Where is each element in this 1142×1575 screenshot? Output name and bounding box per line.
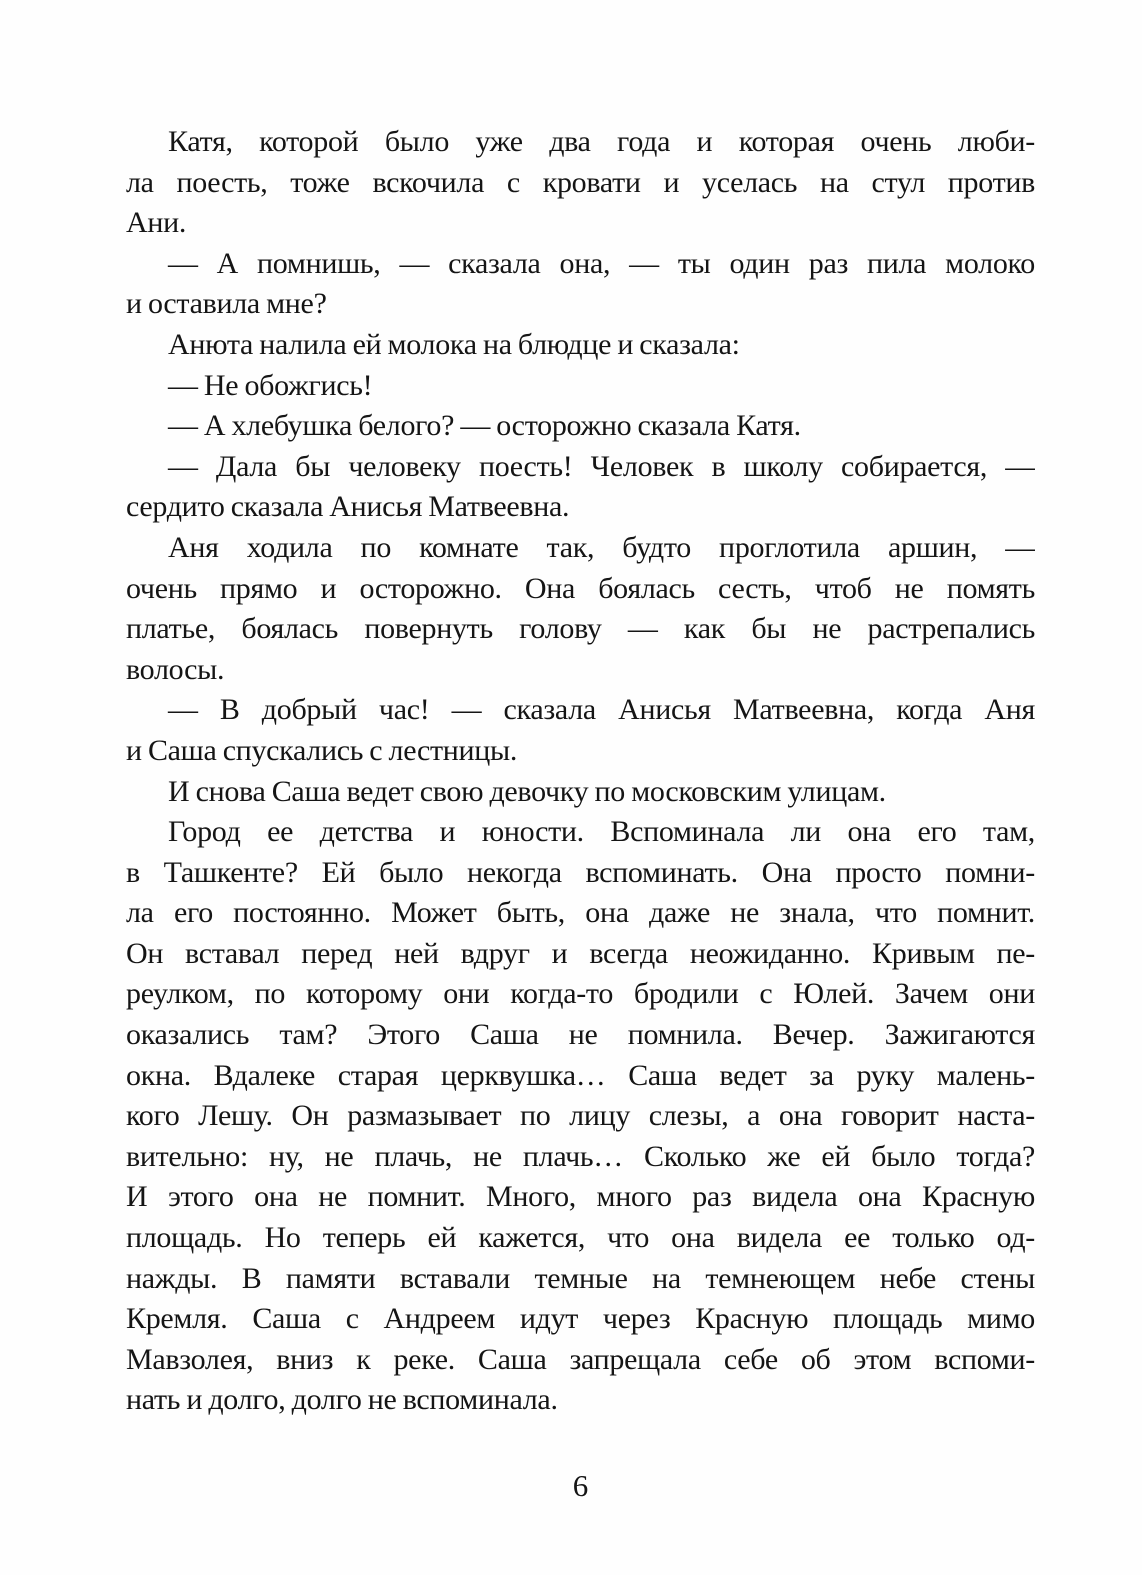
text-line: Он вставал перед ней вдруг и всегда неожиданно. Кривым пе- [126, 936, 1035, 970]
page-number: 6 [572, 1468, 589, 1503]
text-line: очень прямо и осторожно. Она боялась сесть, чтоб не помять [126, 571, 1035, 605]
text-line: Катя, которой было уже два года и которая очень люби- [168, 125, 1035, 158]
paragraph [126, 690, 1035, 771]
text-line: Аня ходила по комнате так, будто проглотила аршин, — [168, 530, 1035, 564]
text-line: в Ташкенте? Ей было некогда вспоминать. Она просто помни- [126, 855, 1035, 889]
paragraph [126, 122, 1035, 244]
text-block [126, 122, 1035, 1421]
text-line: нажды. В памяти вставали темные на темнеющем небе стены [126, 1261, 1035, 1295]
text-line: — В добрый час! — сказала Анисья Матвеевна, когда Аня [168, 693, 1035, 727]
text-line: ла его постоянно. Может быть, она даже не знала, что помнит. [126, 896, 1035, 930]
text-line: реулком, по которому они когда-то бродили с Юлей. Зачем они [126, 977, 1035, 1011]
text-line: и оставила мне? [126, 287, 327, 321]
text-line: — А хлебушка белого? — осторожно сказала Катя. [168, 409, 801, 443]
text-line: кого Лешу. Он размазывает по лицу слезы, а она говорит наста- [126, 1099, 1035, 1133]
text-line: оказались там? Этого Саша не помнила. Вечер. Зажигаются [126, 1018, 1035, 1052]
text-line: — А помнишь, — сказала она, — ты один раз пила молоко [168, 246, 1035, 280]
paragraph [126, 366, 1035, 407]
paragraph [126, 406, 1035, 447]
text-line: И этого она не помнит. Много, много раз видела она Красную [126, 1180, 1035, 1214]
text-line: Кремля. Саша с Андреем идут через Красную площадь мимо [126, 1302, 1035, 1336]
text-line: волосы. [126, 652, 225, 686]
text-line: Анюта налила ей молока на блюдце и сказала: [168, 327, 740, 361]
text-line: Город ее детства и юности. Вспоминала ли она его там, [168, 815, 1035, 849]
text-line: Мавзолея, вниз к реке. Саша запрещала себе об этом вспоми- [126, 1342, 1035, 1376]
text-line: окна. Вдалеке старая церквушка… Саша ведет за руку малень- [126, 1058, 1035, 1092]
paragraph [126, 772, 1035, 813]
text-line: нать и долго, долго не вспоминала. [126, 1383, 558, 1417]
paragraph [126, 447, 1035, 528]
paragraph [126, 244, 1035, 325]
text-line: сердито сказала Анисья Матвеевна. [126, 490, 570, 524]
text-line: ла поесть, тоже вскочила с кровати и уселась на стул против [126, 165, 1035, 199]
text-line: Ани. [126, 206, 187, 240]
text-line: И снова Саша ведет свою девочку по московским улицам. [168, 774, 886, 808]
text-line: платье, боялась повернуть голову — как бы не растрепались [126, 612, 1035, 646]
text-line: и Саша спускались с лестницы. [126, 733, 518, 767]
paragraph [126, 812, 1035, 1421]
text-line: вительно: ну, не плачь, не плачь… Сколько же ей было тогда? [126, 1139, 1035, 1173]
text-line: площадь. Но теперь ей кажется, что она видела ее только од- [126, 1221, 1035, 1255]
text-line: — Не обожгись! [168, 368, 373, 402]
text-line: — Дала бы человеку поесть! Человек в школу собирается, — [168, 449, 1035, 483]
paragraph [126, 528, 1035, 690]
paragraph [126, 325, 1035, 366]
